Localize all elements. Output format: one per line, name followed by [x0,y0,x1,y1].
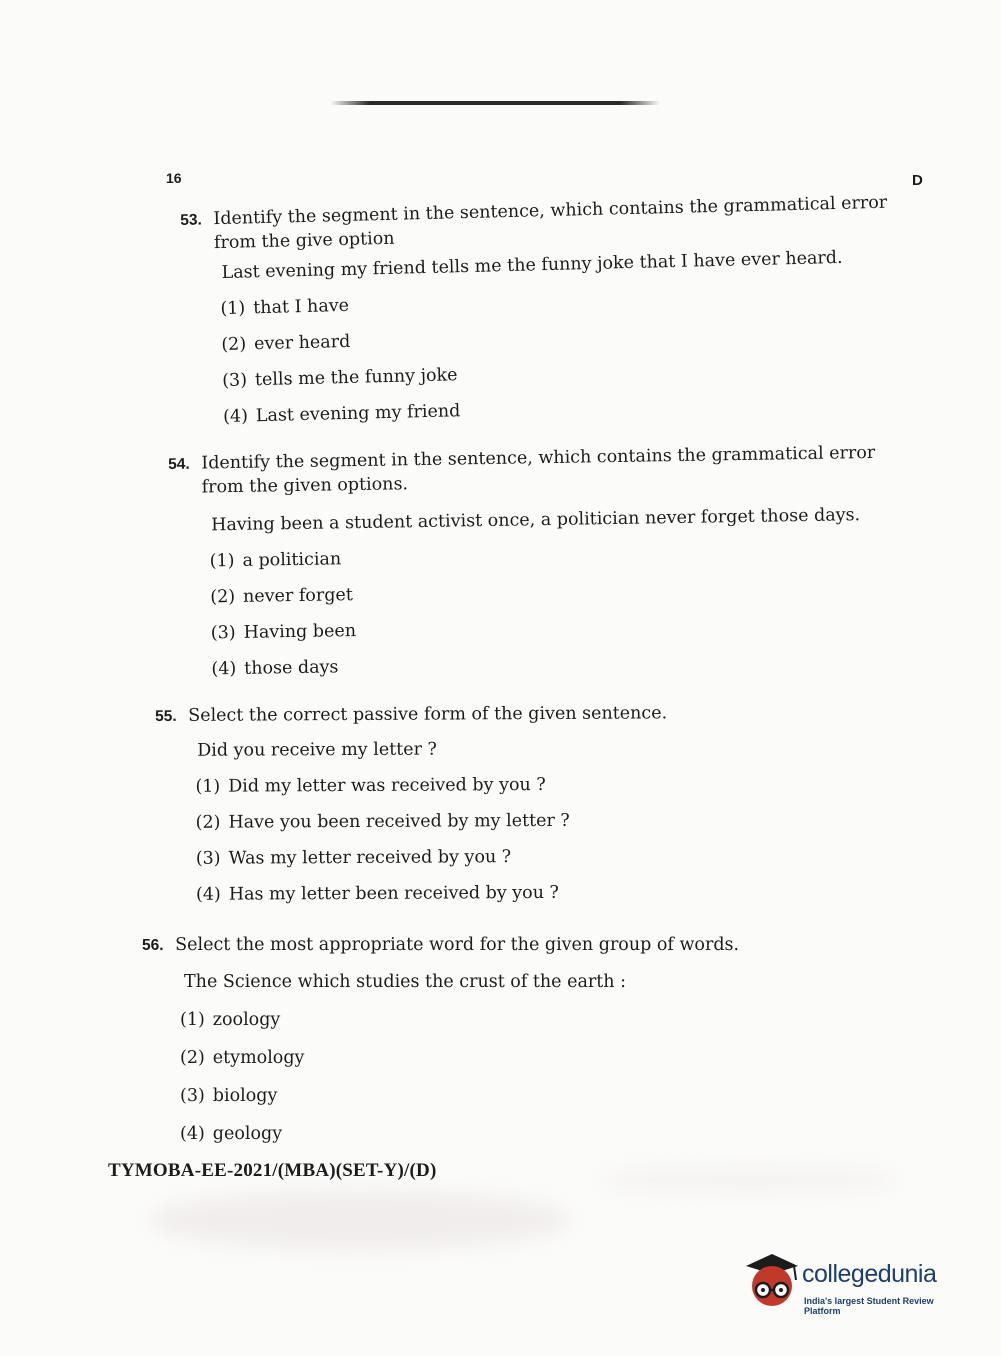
option-text: etymology [212,1048,305,1068]
question-sentence: Having been a student activist once, a politician never forget those days. [211,505,861,536]
paper-smudge [150,1190,570,1250]
option-1 [220,280,917,321]
question-text: Select the most appropriate word for the given group of words. [175,935,740,955]
option-text: never forget [242,585,354,607]
option-4 [211,646,916,681]
collegedunia-mascot-icon [742,1250,802,1312]
question-number: 53. [180,211,203,229]
option-4 [223,388,920,429]
top-rule [330,101,660,105]
option-1 [210,538,915,573]
option-number: (4) [211,658,237,680]
question-53 [180,190,920,430]
option-text: a politician [242,549,342,571]
paper-smudge [600,1165,900,1195]
option-number: (3) [210,622,236,644]
option-2 [196,808,756,835]
logo-name: collegedunia [802,1260,937,1288]
option-number: (4) [222,406,249,428]
option-3 [196,844,756,871]
question-sentence: Did you receive my letter ? [197,739,437,761]
question-text: Select the correct passive form of the given sentence. [188,703,668,726]
option-text: that I have [253,295,350,319]
option-text: Last evening my friend [255,401,461,427]
option-2 [221,316,918,357]
set-letter: D [912,172,923,189]
option-2 [210,574,915,609]
option-4 [180,1122,742,1146]
page-number: 16 [166,170,182,186]
logo-tagline: India's largest Student Review Platform [804,1296,934,1316]
option-number: (1) [195,776,221,797]
option-text: Has my letter been received by you ? [228,882,559,905]
option-3 [222,352,919,393]
question-number: 56. [142,937,164,954]
option-text: ever heard [253,331,351,355]
option-number: (2) [221,334,247,356]
question-text: Identify the segment in the sentence, which contains the grammatical error from the give option [213,192,888,254]
option-number: (1) [209,550,235,572]
exam-code: TYMOBA-EE-2021/(MBA)(SET-Y)/(D) [108,1160,437,1181]
collegedunia-logo [742,1250,972,1316]
question-54 [168,440,917,682]
question-number: 54. [168,455,190,473]
option-number: (1) [220,298,246,320]
option-number: (3) [180,1086,205,1106]
option-2 [180,1046,742,1070]
option-text: Having been [243,621,357,643]
option-text: those days [244,657,339,679]
option-text: Was my letter received by you ? [228,847,512,869]
option-text: tells me the funny joke [254,365,458,391]
question-number: 55. [155,707,177,725]
option-3 [211,610,916,645]
question-56 [142,933,742,1146]
option-number: (3) [195,848,221,869]
option-number: (2) [195,812,221,833]
option-text: Did my letter was received by you ? [228,774,546,797]
option-number: (4) [195,884,221,905]
option-text: zoology [212,1010,281,1030]
question-text: Identify the segment in the sentence, which contains the grammatical error from the given options. [201,442,876,498]
option-4 [196,880,756,907]
option-text: biology [212,1086,278,1106]
option-text: Have you been received by my letter ? [228,810,570,833]
question-sentence: Last evening my friend tells me the funny joke that I have ever heard. [221,247,843,284]
option-number: (2) [180,1048,205,1068]
option-1 [180,1008,742,1032]
option-number: (4) [180,1124,205,1144]
question-55 [155,701,756,907]
option-text: geology [212,1124,283,1144]
option-3 [180,1084,742,1108]
option-number: (2) [210,586,236,608]
option-1 [195,772,755,799]
option-number: (1) [180,1010,205,1030]
option-number: (3) [221,370,248,392]
question-sentence: The Science which studies the crust of the earth : [184,972,627,992]
